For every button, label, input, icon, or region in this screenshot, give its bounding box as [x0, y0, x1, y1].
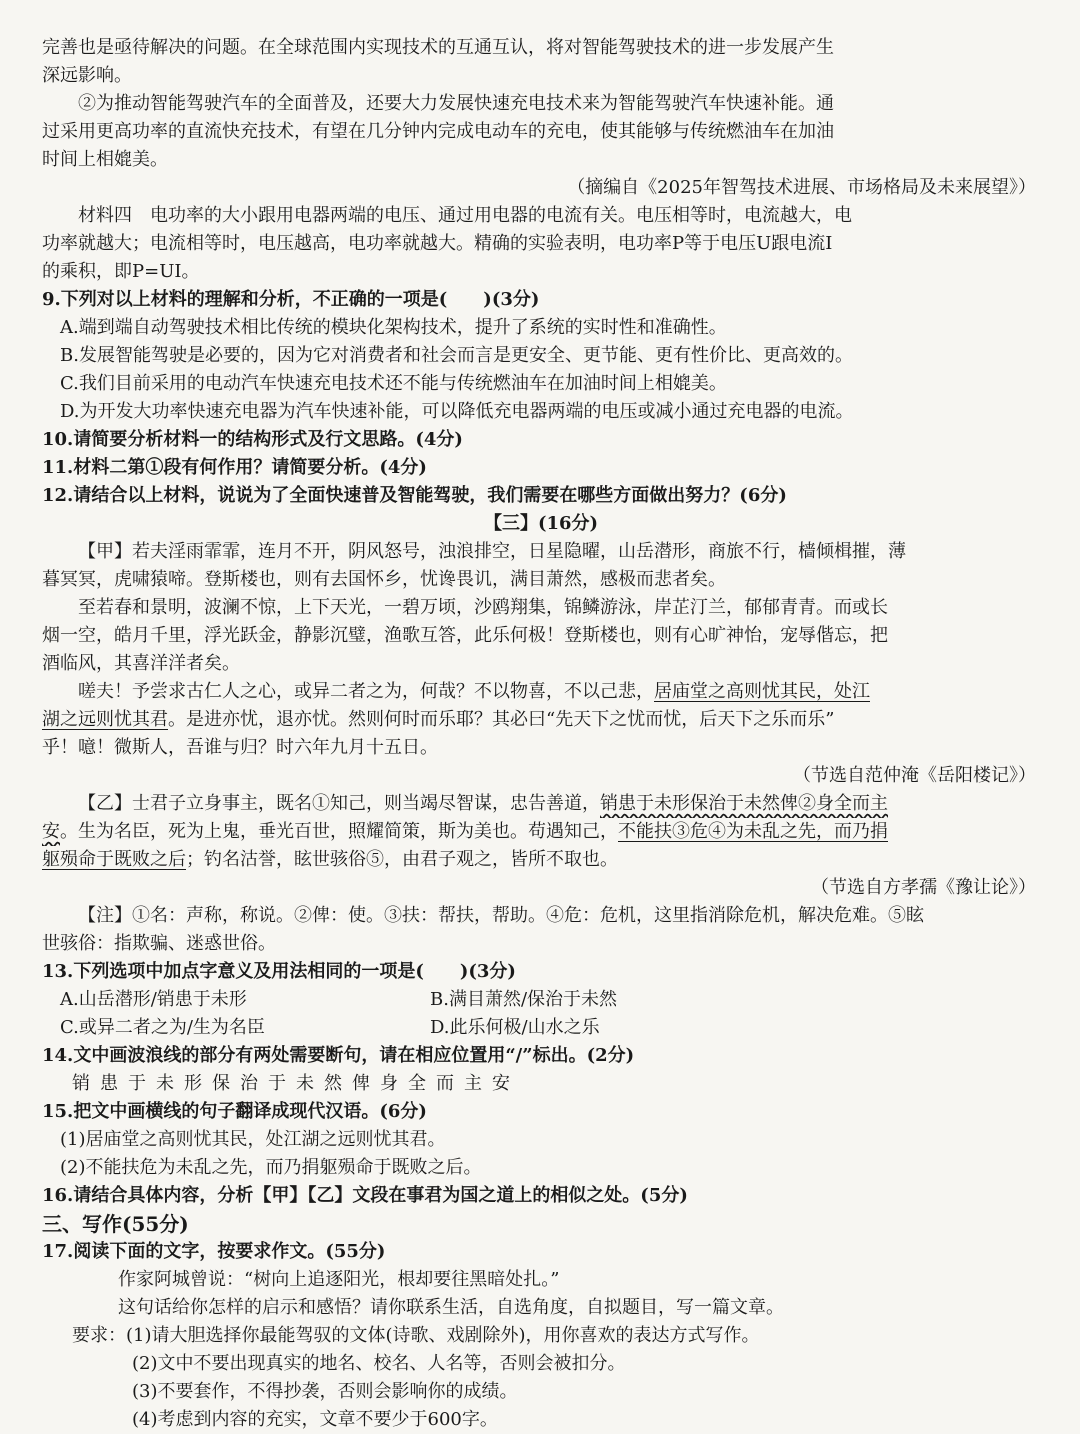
text-line: 世骇俗：指欺骗、迷惑世俗。 [42, 933, 276, 954]
underlined-sentence: 躯殒命于既败之后 [42, 849, 186, 870]
wavy-underlined-text: 安 [42, 821, 60, 842]
option-d: D.为开发大功率快速充电器为汽车快速补能，可以降低充电器两端的电压或减小通过充电器的电流。 [60, 401, 854, 422]
underlined-sentence: 湖之远则忧其君 [42, 709, 168, 730]
requirement-3: (3)不要套作，不得抄袭，否则会影响你的成绩。 [132, 1381, 518, 1402]
question-10: 10.请简要分析材料一的结构形式及行文思路。(4分) [42, 429, 463, 450]
text-line: 深远影响。 [42, 65, 132, 86]
text-line: 烟一空，皓月千里，浮光跃金，静影沉璧，渔歌互答，此乐何极！登斯楼也，则有心旷神怡，宠辱偕忘，把 [42, 625, 888, 646]
requirement-4: (4)考虑到内容的充实，文章不要少于600字。 [132, 1409, 498, 1430]
question-15: 15.把文中画横线的句子翻译成现代汉语。(6分) [42, 1101, 427, 1122]
passage-jia: 【甲】若夫淫雨霏霏，连月不开，阴风怒号，浊浪排空，日星隐曜，山岳潜形，商旅不行，樯倾楫摧，薄 [78, 541, 906, 562]
option-b: B.满目萧然/保治于未然 [430, 989, 618, 1010]
option-c: C.我们目前采用的电动汽车快速充电技术还不能与传统燃油车在加油时间上相媲美。 [60, 373, 727, 394]
text-span: 。生为名臣，死为上鬼，垂光百世，照耀简策，斯为美也。苟遇知己， [60, 821, 618, 842]
question-16: 16.请结合具体内容，分析【甲】【乙】文段在事君为国之道上的相似之处。(5分) [42, 1185, 688, 1206]
options-row [42, 1014, 1040, 1042]
text-line [42, 846, 1040, 874]
option-b: B.发展智能驾驶是必要的，因为它对消费者和社会而言是更安全、更节能、更有性价比、更高效的。 [60, 345, 853, 366]
text-span: 。是进亦忧，退亦忧。然则何时而乐耶？其必曰“先天下之忧而忧，后天下之乐而乐” [168, 709, 835, 730]
essay-prompt: 这句话给你怎样的启示和感悟？请你联系生活，自选角度，自拟题目，写一篇文章。 [118, 1297, 784, 1318]
text-line [42, 678, 1040, 706]
question-13: 13.下列选项中加点字意义及用法相同的一项是( )(3分) [42, 961, 516, 982]
notes: 【注】①名：声称，称说。②俾：使。③扶：帮扶，帮助。④危：危机，这里指消除危机，解决危难。⑤眩 [78, 905, 924, 926]
underlined-sentence: 居庙堂之高则忧其民，处江 [654, 681, 870, 702]
material-four: 材料四 电功率的大小跟用电器两端的电压、通过用电器的电流有关。电压相等时，电流越大，电 [78, 205, 852, 226]
underlined-sentence: 不能扶③危④为未乱之先，而乃捐 [618, 821, 888, 842]
text-line: 时间上相媲美。 [42, 149, 168, 170]
text-line: ②为推动智能驾驶汽车的全面普及，还要大力发展快速充电技术来为智能驾驶汽车快速补能。通 [78, 93, 834, 114]
question-11: 11.材料二第①段有何作用？请简要分析。(4分) [42, 457, 427, 478]
text-span: 【乙】士君子立身事主，既名①知己，则当竭尽智谋，忠告善道， [78, 793, 600, 814]
text-line: 完善也是亟待解决的问题。在全球范围内实现技术的互通互认，将对智能驾驶技术的进一步发展产生 [42, 37, 834, 58]
source-citation: （节选自范仲淹《岳阳楼记》） [793, 765, 1036, 786]
text-line [42, 818, 1040, 846]
question-12: 12.请结合以上材料，说说为了全面快速普及智能驾驶，我们需要在哪些方面做出努力？(6分) [42, 485, 787, 506]
source-citation: （摘编自《2025年智驾技术进展、市场格局及未来展望》） [567, 177, 1036, 198]
requirement-2: (2)文中不要出现真实的地名、校名、人名等，否则会被扣分。 [132, 1353, 626, 1374]
text-span: ；钓名沽誉，眩世骇俗⑤，由君子观之，皆所不取也。 [186, 849, 618, 870]
text-line [42, 706, 1040, 734]
question-9: 9.下列对以上材料的理解和分析，不正确的一项是( )(3分) [42, 289, 540, 310]
translate-item-2: (2)不能扶危为未乱之先，而乃捐躯殒命于既败之后。 [60, 1157, 482, 1178]
passage-yi [42, 790, 1040, 818]
options-row [42, 986, 1040, 1014]
option-d: D.此乐何极/山水之乐 [430, 1017, 600, 1038]
source-citation: （节选自方孝孺《豫让论》） [811, 877, 1036, 898]
wavy-underlined-text: 销患于未形保治于未然俾②身全而主 [600, 793, 888, 814]
text-line: 功率就越大；电流相等时，电压越高，电功率就越大。精确的实验表明，电功率P等于电压U跟电流I [42, 233, 833, 254]
option-a: A.山岳潜形/销患于未形 [60, 989, 247, 1010]
section-three-heading: 【三】(16分) [483, 513, 599, 534]
text-line: 的乘积，即P=UI。 [42, 261, 200, 282]
question-17: 17.阅读下面的文字，按要求作文。(55分) [42, 1241, 386, 1262]
essay-prompt-quote: 作家阿城曾说：“树向上追逐阳光，根却要往黑暗处扎。” [118, 1269, 560, 1290]
requirement-1: 要求：(1)请大胆选择你最能驾驭的文体(诗歌、戏剧除外)，用你喜欢的表达方式写作。 [72, 1325, 760, 1346]
option-c: C.或异二者之为/生为名臣 [60, 1017, 265, 1038]
text-line: 酒临风，其喜洋洋者矣。 [42, 653, 240, 674]
translate-item-1: (1)居庙堂之高则忧其民，处江湖之远则忧其君。 [60, 1129, 446, 1150]
text-span: 嗟夫！予尝求古仁人之心，或异二者之为，何哉？不以物喜，不以己悲， [78, 681, 654, 702]
text-line: 过采用更高功率的直流快充技术，有望在几分钟内完成电动车的充电，使其能够与传统燃油车在加油 [42, 121, 834, 142]
question-14: 14.文中画波浪线的部分有两处需要断句，请在相应位置用“/”标出。(2分) [42, 1045, 635, 1066]
text-line: 暮冥冥，虎啸猿啼。登斯楼也，则有去国怀乡，忧谗畏讥，满目萧然，感极而悲者矣。 [42, 569, 726, 590]
text-line: 至若春和景明，波澜不惊，上下天光，一碧万顷，沙鸥翔集，锦鳞游泳，岸芷汀兰，郁郁青青。而或长 [78, 597, 888, 618]
option-a: A.端到端自动驾驶技术相比传统的模块化架构技术，提升了系统的实时性和准确性。 [60, 317, 727, 338]
writing-section-heading: 三、写作(55分) [42, 1212, 189, 1236]
text-line: 乎！噫！微斯人，吾谁与归？时六年九月十五日。 [42, 737, 438, 758]
punctuation-task-text: 销患于未形保治于未然俾身全而主安 [72, 1073, 520, 1094]
